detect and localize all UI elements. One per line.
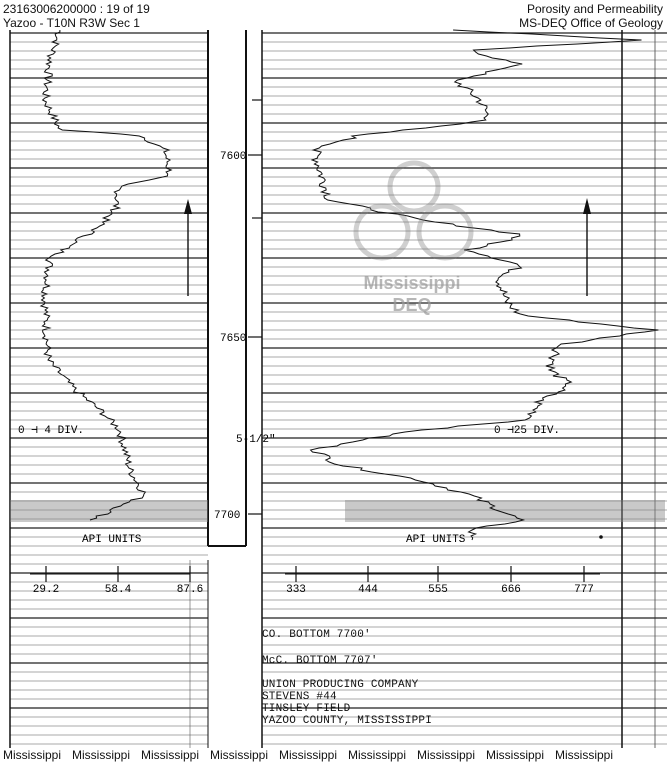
log-type: Porosity and Permeability [526, 2, 663, 16]
well-id: 23163006200000 : 19 of 19 [3, 2, 150, 16]
casing-label: 5-1/2" [236, 434, 276, 446]
right-units-label: API UNITS [406, 534, 466, 546]
left-scale-ticks [33, 566, 203, 596]
left-tick-label: 29.2 [32, 584, 60, 596]
right-tick-label: 666 [501, 584, 521, 596]
depth-label-7600: 7600 [220, 151, 247, 163]
arrow-up-icon-left [184, 199, 192, 296]
right-scale-ticks [286, 566, 594, 596]
depth-label-7700: 7700 [214, 510, 241, 522]
depth-label-7650: 7650 [220, 333, 247, 345]
right-tick-label: 333 [286, 584, 306, 596]
footer-watermark-row [0, 748, 667, 762]
footer-text: Mississippi [348, 748, 407, 762]
right-tick-label: 777 [574, 584, 594, 596]
footer-text: Mississippi [3, 748, 62, 762]
scan-band-right [345, 500, 665, 522]
note-county: YAZOO COUNTY, MISSISSIPPI [262, 715, 433, 727]
footer-text: Mississippi [210, 748, 269, 762]
right-tick-label: 444 [358, 584, 378, 596]
left-tick-label: 87.6 [176, 584, 204, 596]
left-scale-label: 0 ⊣ 4 DIV. [18, 425, 85, 437]
note-well-name: STEVENS #44 [262, 691, 337, 703]
agency: MS-DEQ Office of Geology [519, 16, 663, 30]
footer-text: Mississippi [486, 748, 545, 762]
watermark-line2: DEQ [392, 295, 432, 315]
left-units-label: API UNITS [82, 534, 142, 546]
footer-text: Mississippi [417, 748, 476, 762]
scan-band-left [10, 500, 208, 522]
location: Yazoo - T10N R3W Sec 1 [3, 16, 140, 30]
footer-text: Mississippi [555, 748, 614, 762]
right-tick-label: 555 [428, 584, 448, 596]
footer-text: Mississippi [279, 748, 338, 762]
footer-text: Mississippi [141, 748, 200, 762]
left-gamma-curve [41, 30, 171, 520]
note-mcc-bottom: McC. BOTTOM 7707' [262, 655, 378, 667]
footer-text: Mississippi [72, 748, 131, 762]
left-tick-label: 58.4 [104, 584, 132, 596]
arrow-up-icon-right [583, 198, 591, 296]
note-field: TINSLEY FIELD [262, 703, 351, 715]
right-scale-label: 0 ⊣25 DIV. [494, 425, 561, 437]
watermark-line1: Mississippi [363, 273, 461, 293]
note-company: UNION PRODUCING COMPANY [262, 679, 419, 691]
note-co-bottom: CO. BOTTOM 7700' [262, 629, 371, 641]
